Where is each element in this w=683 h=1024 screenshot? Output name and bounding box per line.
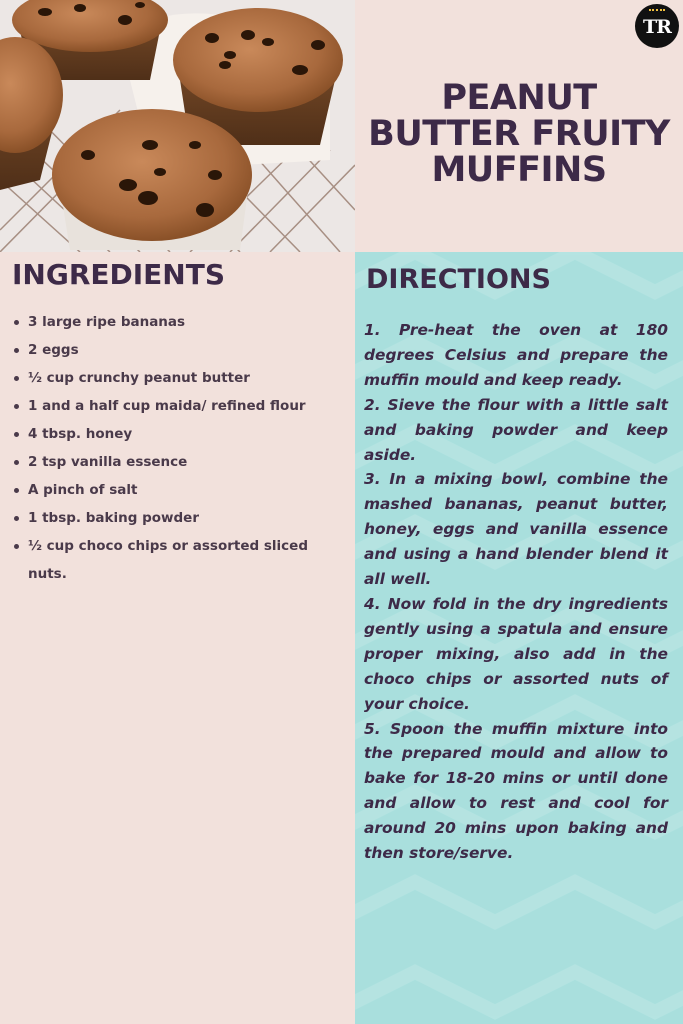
logo-text: TR (643, 16, 671, 38)
ingredient-item: ½ cup crunchy peanut butter (12, 364, 342, 392)
ingredient-item: 2 eggs (12, 336, 342, 364)
crown-icon (649, 9, 665, 15)
muffin-illustration (0, 0, 355, 252)
directions-steps (364, 318, 668, 866)
ingredient-item: 2 tsp vanilla essence (12, 448, 342, 476)
recipe-title (355, 80, 683, 188)
ingredient-item: ½ cup choco chips or assorted sliced nuts. (12, 532, 342, 588)
ingredient-item: 4 tbsp. honey (12, 420, 342, 448)
direction-step: 4. Now fold in the dry ingredients gently using a spatula and ensure proper mixing, also add in the choco chips or assorted nuts of your choice. (364, 594, 668, 713)
direction-step: 2. Sieve the flour with a little salt and baking powder and keep aside. (364, 395, 668, 464)
title-line-2: BUTTER FRUITY (368, 114, 670, 154)
brand-logo (635, 4, 679, 48)
direction-step: 1. Pre-heat the oven at 180 degrees Celsius and prepare the muffin mould and keep ready. (364, 321, 668, 389)
muffin-photo (0, 0, 355, 252)
ingredients-heading: INGREDIENTS (12, 258, 226, 291)
title-line-3: MUFFINS (431, 150, 607, 190)
direction-step: 5. Spoon the muffin mixture into the prepared mould and allow to bake for 18-20 mins or until done and allow to rest and cool for around 20 mins upon baking and then store/serve. (364, 719, 668, 863)
ingredient-item: A pinch of salt (12, 476, 342, 504)
direction-step: 3. In a mixing bowl, combine the mashed bananas, peanut butter, honey, eggs and vanilla essence and using a hand blender blend it all well. (364, 470, 668, 589)
title-panel (355, 0, 683, 252)
ingredient-item: 1 tbsp. baking powder (12, 504, 342, 532)
ingredient-item: 3 large ripe bananas (12, 308, 342, 336)
ingredients-list (12, 308, 342, 588)
title-line-1: PEANUT (441, 78, 597, 118)
directions-heading: DIRECTIONS (366, 264, 551, 295)
ingredient-item: 1 and a half cup maida/ refined flour (12, 392, 342, 420)
